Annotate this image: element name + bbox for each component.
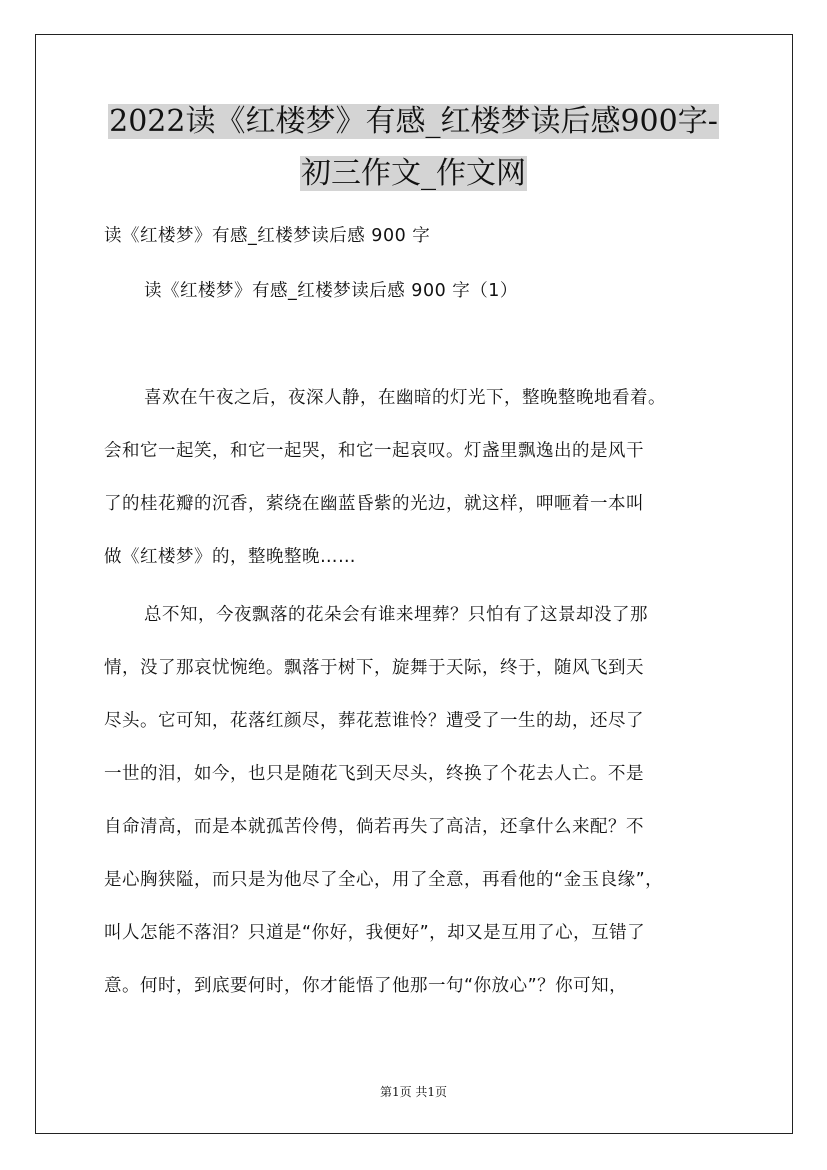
paragraph-1-line-2: 会和它一起笑，和它一起哭，和它一起哀叹。灯盏里飘逸出的是风干 — [104, 441, 644, 461]
paragraph-2-line-4: 一世的泪，如今，也只是随花飞到天尽头，终换了个花去人亡。不是 — [104, 764, 644, 784]
title-line-1: 2022读《红楼梦》有感_红楼梦读后感900字- — [109, 104, 718, 139]
paragraph-1-line-3: 了的桂花瓣的沉香，萦绕在幽蓝昏紫的光边，就这样，呷咂着一本叫 — [104, 494, 644, 514]
section-heading: 读《红楼梦》有感_红楼梦读后感 900 字（1） — [144, 281, 518, 301]
subtitle: 读《红楼梦》有感_红楼梦读后感 900 字 — [104, 226, 431, 246]
paragraph-2-line-1: 总不知，今夜飘落的花朵会有谁来埋葬？只怕有了这景却没了那 — [144, 605, 648, 625]
paragraph-2-line-8: 意。何时，到底要何时，你才能悟了他那一句“你放心”？你可知， — [104, 976, 628, 996]
paragraph-1-line-1: 喜欢在午夜之后，夜深人静，在幽暗的灯光下，整晚整晚地看着。 — [144, 388, 666, 408]
page-footer: 第1页 共1页 — [379, 1085, 448, 1099]
paragraph-2-line-7: 叫人怎能不落泪？只道是“你好，我便好”，却又是互用了心，互错了 — [104, 923, 646, 943]
document-title — [60, 96, 767, 200]
paragraph-1-line-4: 做《红楼梦》的，整晚整晚…… — [104, 547, 356, 567]
paragraph-2-line-3: 尽头。它可知，花落红颜尽，葬花惹谁怜？遭受了一生的劫，还尽了 — [104, 711, 644, 731]
paragraph-2-line-2: 情，没了那哀忧惋绝。飘落于树下，旋舞于天际，终于，随风飞到天 — [104, 658, 644, 678]
title-line-2: 初三作文_作文网 — [301, 156, 526, 191]
paragraph-2-line-6: 是心胸狭隘，而只是为他尽了全心，用了全意，再看他的“金玉良缘”， — [104, 870, 664, 890]
paragraph-2-line-5: 自命清高，而是本就孤苦伶俜，倘若再失了高洁，还拿什么来配？不 — [104, 817, 644, 837]
